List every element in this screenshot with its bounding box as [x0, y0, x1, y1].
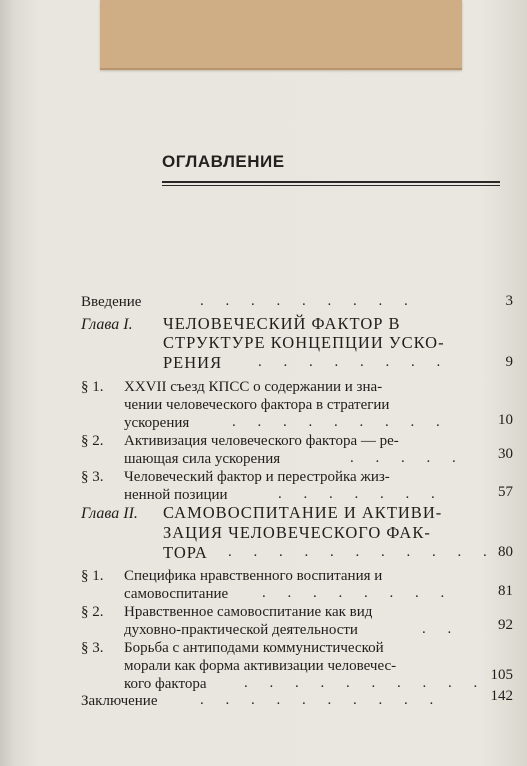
leader-dots: . . . . . . . . . — [232, 414, 449, 430]
section-1-1-line: ускорения — [124, 415, 190, 431]
section-1-1-mark: § 1. — [81, 379, 104, 395]
section-2-3-line: Борьба с антиподами коммунистической — [124, 640, 384, 656]
section-2-1-mark: § 1. — [81, 568, 104, 584]
section-1-2-page: 30 — [498, 446, 513, 462]
toc-entry-outro-page: 142 — [490, 688, 513, 704]
leader-dots: . . . . . . . . — [262, 585, 454, 601]
section-1-3-page: 57 — [498, 484, 513, 500]
toc-entry-outro-title: Заключение — [81, 693, 158, 709]
leader-dots: . . . . . . . . . — [200, 293, 417, 309]
section-2-1-line: самовоспитание — [124, 586, 229, 602]
section-2-3-page: 105 — [490, 667, 513, 683]
page-heading: ОГЛАВЛЕНИЕ — [162, 152, 285, 171]
section-1-1-line: XXVII съезд КПСС о содержании и зна- — [124, 379, 383, 395]
section-2-3-line: морали как форма активизации человечес- — [124, 658, 397, 674]
section-1-1-page: 10 — [498, 412, 513, 428]
section-1-2-line: Активизация человеческого фактора — ре- — [124, 433, 399, 449]
section-1-1-line: чении человеческого фактора в стратегии — [124, 397, 390, 413]
section-1-2-line: шающая сила ускорения — [124, 451, 281, 467]
leader-dots: . . . . . . . . . . . — [228, 544, 496, 560]
section-2-3-mark: § 3. — [81, 640, 104, 656]
toc-entry-intro-page: 3 — [505, 293, 513, 309]
leader-dots: . . . . . . . . — [258, 354, 450, 370]
leader-dots: . . . . . . . — [278, 486, 444, 502]
section-1-3-line: ненной позиции — [124, 487, 228, 503]
chapter-2-title-line: САМОВОСПИТАНИЕ И АКТИВИ- — [163, 503, 443, 522]
leader-dots: . . . . . — [350, 450, 465, 466]
chapter-1-title-line: РЕНИЯ — [163, 353, 223, 372]
chapter-1-label: Глава I. — [81, 316, 133, 333]
leader-dots: . . . . . . . . . . — [244, 675, 487, 691]
leader-dots: . . — [422, 621, 461, 637]
section-1-3-mark: § 3. — [81, 469, 104, 485]
section-1-3-line: Человеческий фактор и перестройка жиз- — [124, 469, 390, 485]
toc-entry-intro-title: Введение — [81, 294, 142, 310]
chapter-1-page: 9 — [505, 354, 513, 370]
chapter-2-title-line: ЗАЦИЯ ЧЕЛОВЕЧЕСКОГО ФАК- — [163, 523, 431, 542]
chapter-2-title-line: ТОРА — [163, 543, 208, 562]
chapter-2-page: 80 — [498, 544, 513, 560]
section-2-1-page: 81 — [498, 583, 513, 599]
section-2-1-line: Специфика нравственного воспитания и — [124, 568, 383, 584]
chapter-2-label: Глава II. — [81, 505, 138, 522]
chapter-1-title-line: ЧЕЛОВЕЧЕСКИЙ ФАКТОР В — [163, 314, 401, 333]
section-2-2-line: духовно-практической деятельности — [124, 622, 358, 638]
chapter-1-title-line: СТРУКТУРЕ КОНЦЕПЦИИ УСКО- — [163, 333, 445, 352]
section-2-2-mark: § 2. — [81, 604, 104, 620]
section-1-2-mark: § 2. — [81, 433, 104, 449]
section-2-2-line: Нравственное самовоспитание как вид — [124, 604, 373, 620]
section-2-2-page: 92 — [498, 617, 513, 633]
section-2-3-line: кого фактора — [124, 676, 207, 692]
leader-dots: . . . . . . . . . . — [200, 692, 443, 708]
